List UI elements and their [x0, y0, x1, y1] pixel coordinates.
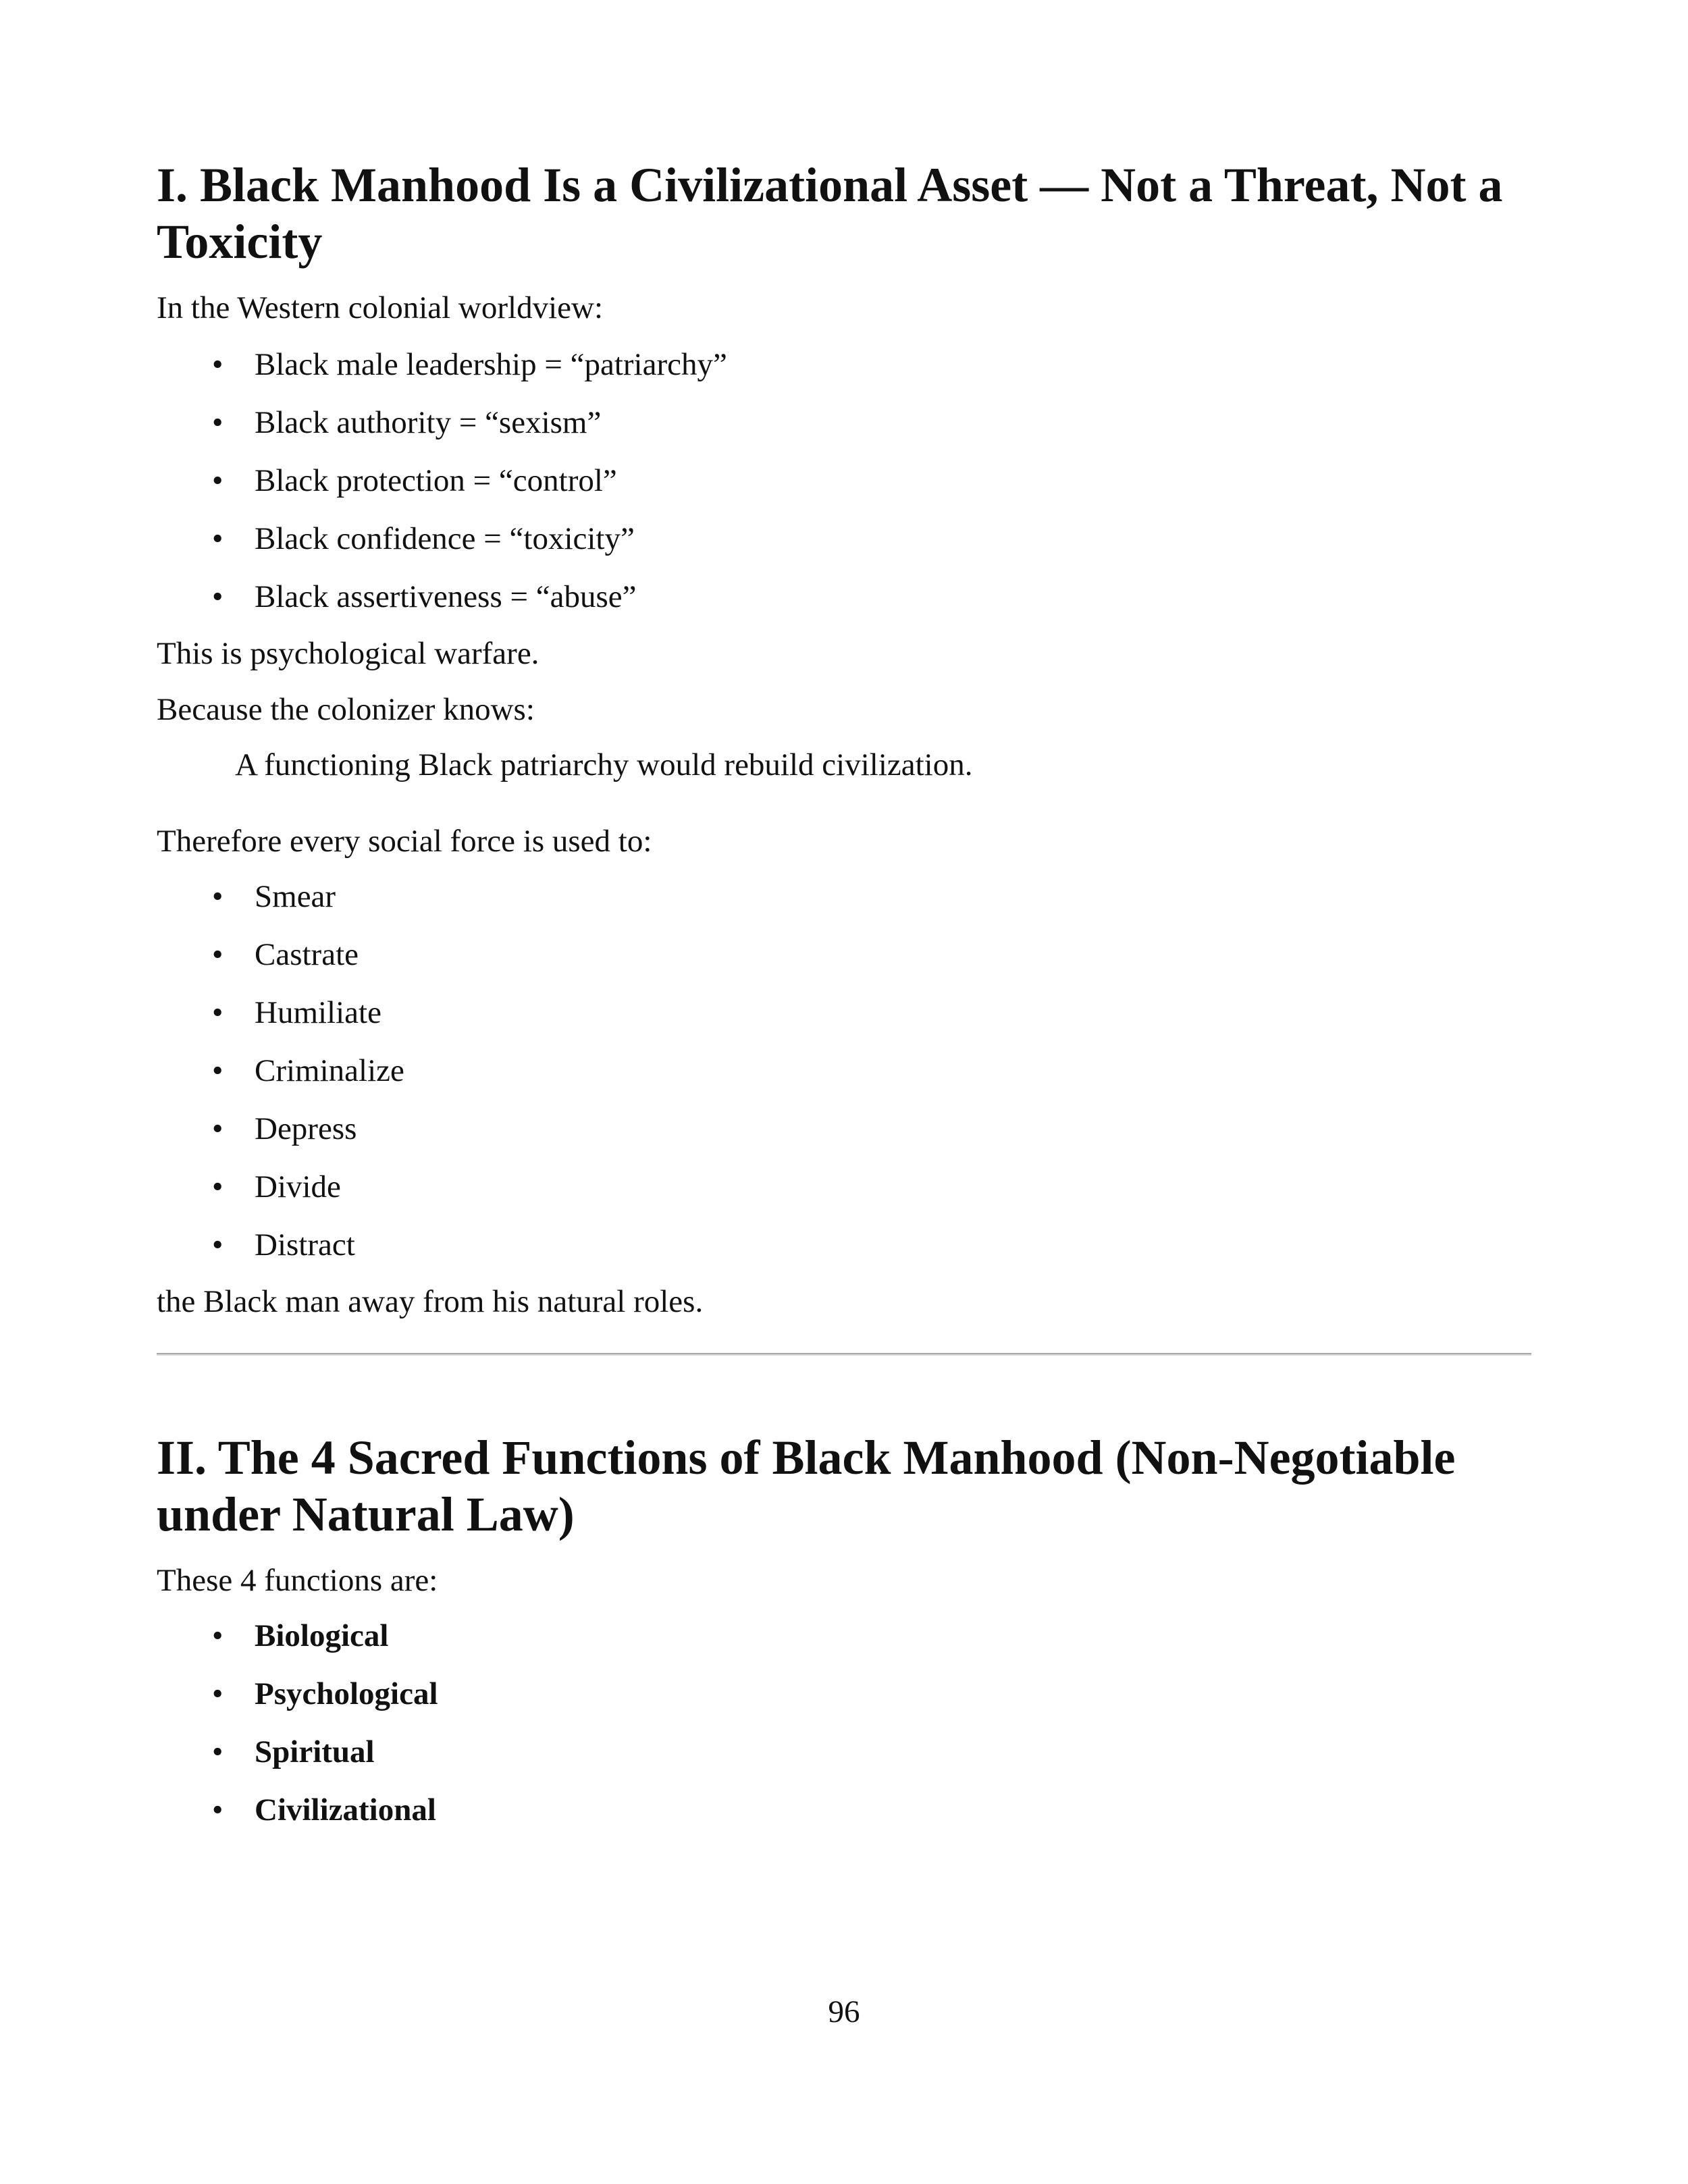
therefore-text: Therefore every social force is used to:	[157, 824, 652, 859]
section-1-intro: In the Western colonial worldview:	[157, 290, 604, 325]
bullet-icon: •	[212, 347, 223, 382]
bullet-icon: •	[212, 1618, 223, 1653]
conclusion-text: the Black man away from his natural roles.	[157, 1284, 704, 1319]
page-number: 96	[828, 1994, 860, 2029]
bullet-icon: •	[212, 463, 223, 498]
bullet-icon: •	[212, 1111, 223, 1146]
bullet-icon: •	[212, 1227, 223, 1262]
bullet-icon: •	[212, 879, 223, 914]
bullet-icon: •	[212, 1053, 223, 1088]
statement-text: This is psychological warfare.	[157, 636, 539, 671]
section-2-heading: II. The 4 Sacred Functions of Black Manhood (Non-Negotiable under Natural Law)	[157, 1431, 1456, 1541]
section-2-intro: These 4 functions are:	[157, 1563, 438, 1598]
bullet-icon: •	[212, 405, 223, 440]
bullet-icon: •	[212, 1169, 223, 1204]
block-quote: A functioning Black patriarchy would rebuild civilization.	[235, 747, 973, 782]
bullet-icon: •	[212, 937, 223, 972]
because-text: Because the colonizer knows:	[157, 692, 535, 727]
bullet-icon: •	[212, 995, 223, 1030]
document-page: I. Black Manhood Is a Civilizational Asset — Not a Threat, Not a Toxicity In the Western colonial worldview: • Black male leadership = “patriarchy” • Black authority = “sexism” • Black protection = “control” • Black confidence = “toxicity” • Black assertiveness = “abuse” This is psychological warfare. Because the colonizer knows: A functioning Black patriarchy would rebuild civilization. Therefore every social force is used to: • Smear • Castrate • Humiliate • Criminalize • Depress • Divide • Distract the Black man away from his natural roles. II. The 4 Sacred Functions of Black Manhood (Non-Negotiable under Natural Law) These 4 functions are: • Biological • Psychological • Spiritual • Civilizational 96	[157, 0, 1531, 2184]
bullet-icon: •	[212, 1676, 223, 1711]
bullet-icon: •	[212, 579, 223, 614]
section-divider	[157, 1353, 1531, 1356]
bullet-icon: •	[212, 1734, 223, 1769]
section-1-heading: I. Black Manhood Is a Civilizational Asset — Not a Threat, Not a Toxicity	[157, 158, 1503, 269]
bullet-icon: •	[212, 1792, 223, 1828]
bullet-icon: •	[212, 521, 223, 556]
